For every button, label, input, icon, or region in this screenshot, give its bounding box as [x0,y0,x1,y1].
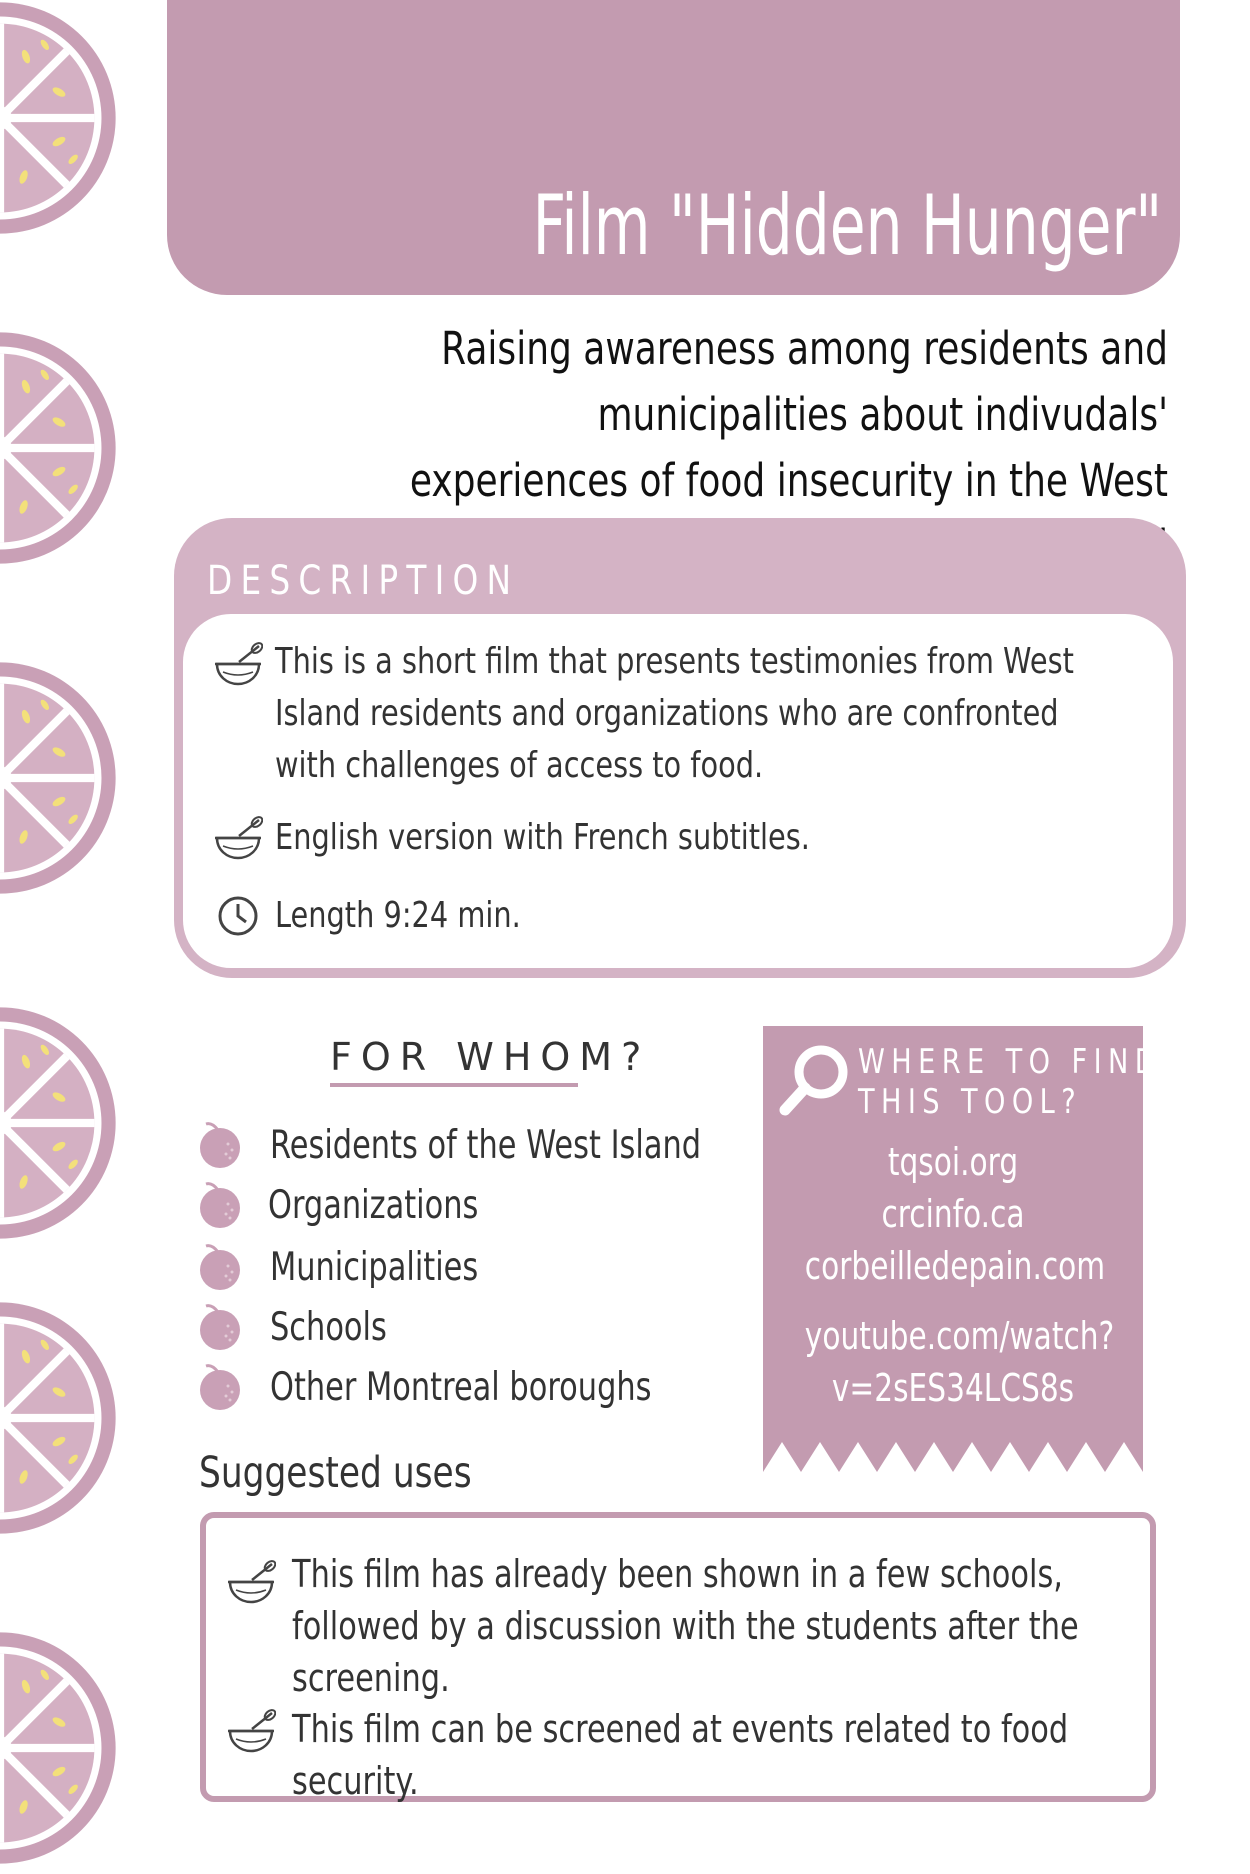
lemon-slice-icon [0,660,118,896]
description-heading: DESCRIPTION [207,558,520,604]
audience-item-text: Schools [270,1305,387,1350]
lemon-slice-icon [0,1005,118,1241]
description-body [183,614,1173,968]
lemon-slice-icon [0,1630,118,1866]
bowl-whisk-icon [226,1709,276,1753]
link-youtube[interactable]: youtube.com/watch? [804,1314,1115,1358]
clock-icon [213,894,263,938]
fruit-bullet-icon [198,1302,244,1352]
title-banner [167,0,1180,295]
magnifier-icon [777,1042,853,1118]
description-item-text: Length 9:24 min. [275,895,521,936]
description-item-text: This is a short film that presents testimonies from West Island residents and organizations who are confronted with challenges of access to food. [275,641,1074,786]
fruit-bullet-icon [198,1242,244,1292]
description-item-text: English version with French subtitles. [275,817,810,858]
lemon-slice-icon [0,330,118,566]
where-to-find-heading-line: WHERE TO FIND [858,1042,1163,1082]
divider [330,1083,578,1087]
bowl-whisk-icon [213,642,263,686]
fruit-bullet-icon [198,1180,244,1230]
use-item-text: This film has already been shown in a few schools, followed by a discussion with the students after the screening. [292,1552,1079,1700]
link-tqsoi[interactable]: tqsoi.org [887,1140,1019,1184]
page-subtitle: Raising awareness among residents and municipalities about indivudals' experiences of food insecurity in the West [409,322,1168,507]
fruit-bullet-icon [198,1120,244,1170]
link-youtube-video-id[interactable]: v=2sES34LCS8s [831,1366,1075,1410]
audience-item-text: Organizations [268,1183,479,1228]
use-item-text: This film can be screened at events related to food security. [292,1707,1069,1803]
bowl-whisk-icon [226,1560,276,1604]
audience-item-text: Municipalities [270,1245,479,1290]
where-to-find-panel [763,1026,1163,1472]
lemon-slice-icon [0,1300,118,1536]
where-to-find-heading-line: THIS TOOL? [858,1082,1083,1122]
suggested-uses-panel [200,1512,1156,1802]
where-to-find-heading [858,1042,1162,1122]
lemon-slice-icon [0,0,118,236]
audience-item-text: Residents of the West Island [270,1123,702,1168]
description-panel [174,518,1186,978]
page-title: Film "Hidden Hunger" [532,177,1162,274]
for-whom-heading: FOR WHOM? [330,1035,651,1079]
link-crcinfo[interactable]: crcinfo.ca [881,1192,1025,1236]
link-corbeilledepain[interactable]: corbeilledepain.com [804,1244,1106,1288]
audience-item-text: Other Montreal boroughs [270,1365,652,1410]
suggested-uses-heading: Suggested uses [199,1448,472,1498]
fruit-bullet-icon [198,1362,244,1412]
bowl-whisk-icon [213,816,263,860]
